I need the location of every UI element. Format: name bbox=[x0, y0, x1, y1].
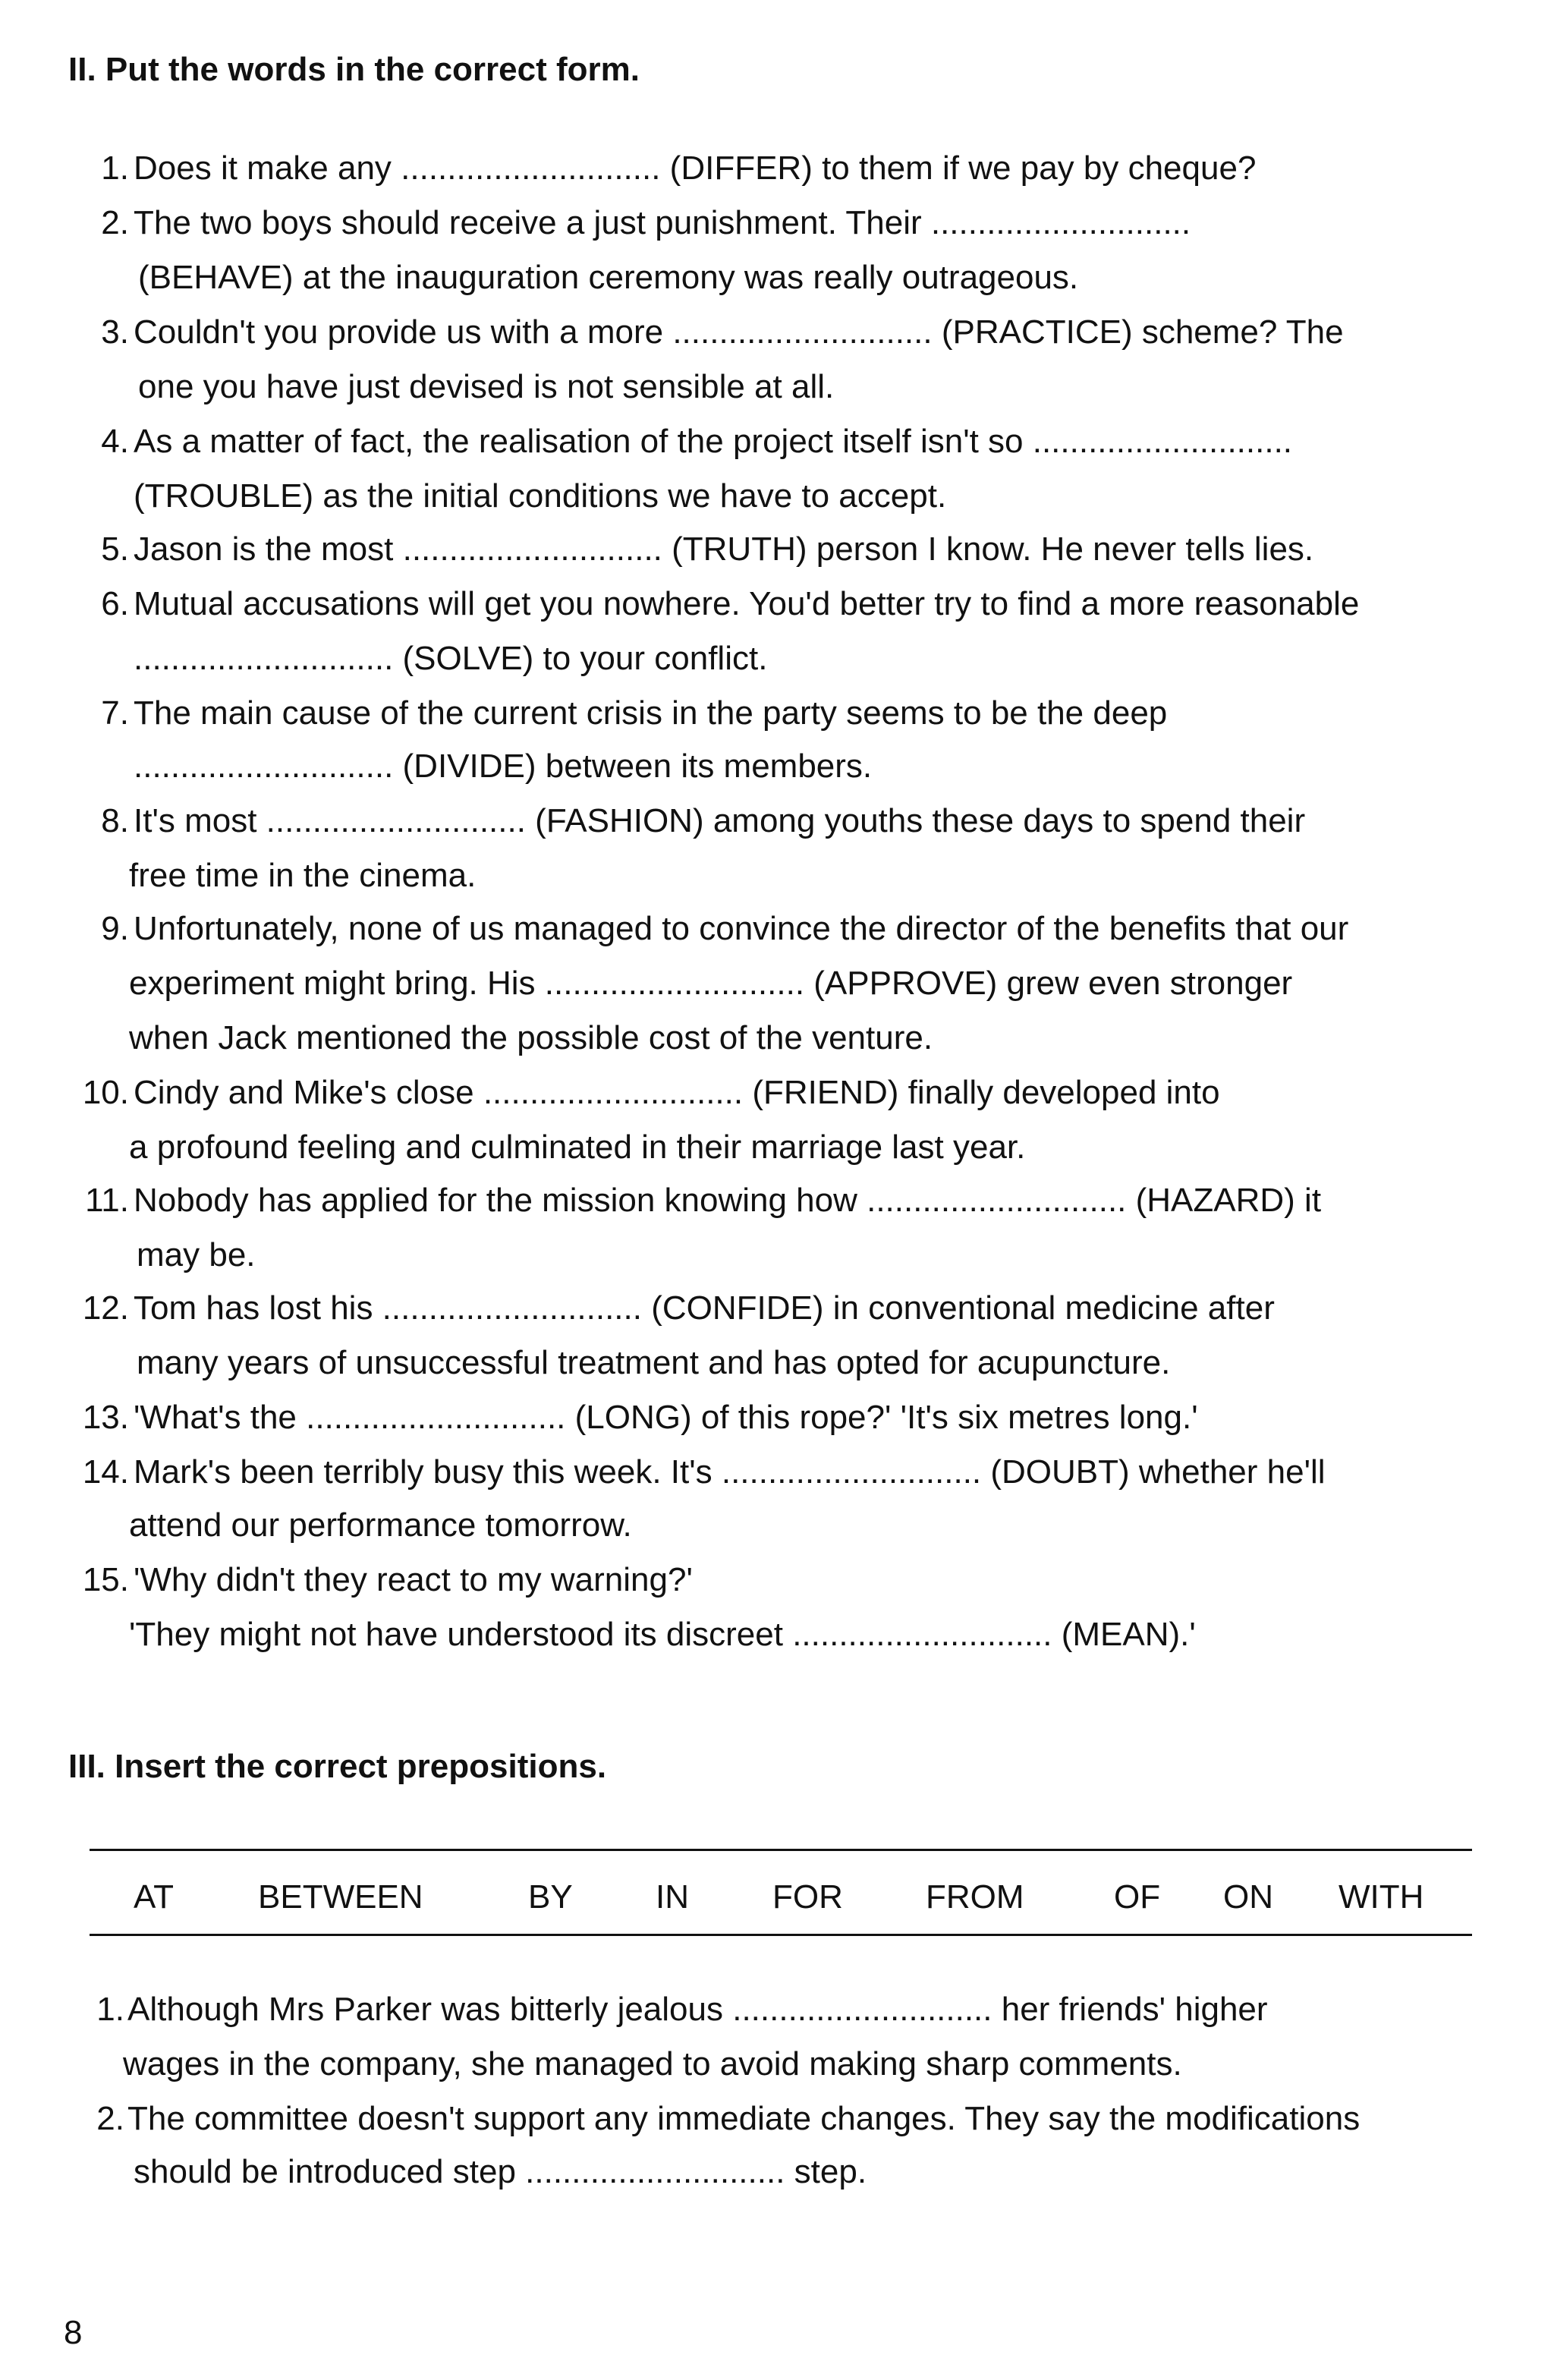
item-number: 3. bbox=[101, 313, 129, 351]
item-line: attend our performance tomorrow. bbox=[129, 1506, 632, 1544]
word-box-top-rule bbox=[90, 1849, 1472, 1851]
item-number: 8. bbox=[101, 802, 129, 839]
item-line: Although Mrs Parker was bitterly jealous ............................ her friends' higher bbox=[127, 1991, 1268, 2028]
item-line: when Jack mentioned the possible cost of the venture. bbox=[129, 1019, 933, 1056]
item-line: The committee doesn't support any immediate changes. They say the modifications bbox=[127, 2100, 1361, 2137]
item-number: 11. bbox=[85, 1182, 129, 1219]
item-number: 14. bbox=[82, 1453, 129, 1491]
word-box-item: WITH bbox=[1339, 1878, 1424, 1916]
item-line: Does it make any ............................ (DIFFER) to them if we pay by cheque? bbox=[134, 150, 1257, 187]
item-number: 12. bbox=[82, 1289, 129, 1327]
item-line: Jason is the most ............................ (TRUTH) person I know. He never tells lies. bbox=[134, 530, 1314, 568]
item-line: As a matter of fact, the realisation of the project itself isn't so ............................ bbox=[134, 423, 1293, 460]
item-line: Cindy and Mike's close ............................ (FRIEND) finally developed into bbox=[134, 1074, 1220, 1111]
item-number: 5. bbox=[101, 530, 129, 568]
item-line: (BEHAVE) at the inauguration ceremony was really outrageous. bbox=[138, 259, 1079, 296]
item-number: 6. bbox=[101, 585, 129, 622]
word-box-item: BETWEEN bbox=[258, 1878, 423, 1916]
item-line: 'They might not have understood its discreet ............................ (MEAN).' bbox=[129, 1616, 1196, 1653]
item-line: The two boys should receive a just punishment. Their ............................ bbox=[134, 204, 1191, 241]
item-line: experiment might bring. His ............................ (APPROVE) grew even stronger bbox=[129, 965, 1293, 1002]
item-line: one you have just devised is not sensible at all. bbox=[138, 368, 835, 405]
item-number: 13. bbox=[82, 1399, 129, 1436]
item-line: Nobody has applied for the mission knowing how ............................ (HAZARD) it bbox=[134, 1182, 1322, 1219]
word-box-item: IN bbox=[656, 1878, 689, 1916]
word-box-item: FROM bbox=[926, 1878, 1024, 1916]
section-2-heading: II. Put the words in the correct form. bbox=[68, 51, 640, 88]
word-box-item: ON bbox=[1223, 1878, 1273, 1916]
item-number: 4. bbox=[101, 423, 129, 460]
item-line: (TROUBLE) as the initial conditions we have to accept. bbox=[134, 477, 947, 515]
item-line: many years of unsuccessful treatment and has opted for acupuncture. bbox=[137, 1344, 1171, 1381]
item-line: should be introduced step ............................ step. bbox=[134, 2153, 867, 2190]
item-line: a profound feeling and culminated in their marriage last year. bbox=[129, 1129, 1026, 1166]
item-line: may be. bbox=[137, 1236, 256, 1273]
item-number: 2. bbox=[96, 2100, 124, 2137]
item-number: 1. bbox=[101, 150, 129, 187]
word-box-item: BY bbox=[528, 1878, 573, 1916]
item-number: 15. bbox=[82, 1561, 129, 1598]
word-box-bottom-rule bbox=[90, 1934, 1472, 1936]
section-3-heading: III. Insert the correct prepositions. bbox=[68, 1748, 607, 1785]
item-number: 1. bbox=[96, 1991, 124, 2028]
item-number: 10. bbox=[82, 1074, 129, 1111]
item-line: 'Why didn't they react to my warning?' bbox=[134, 1561, 693, 1598]
word-box-item: AT bbox=[134, 1878, 174, 1916]
item-line: Mutual accusations will get you nowhere. You'd better try to find a more reasonable bbox=[134, 585, 1360, 622]
item-line: It's most ............................ (FASHION) among youths these days to spend their bbox=[134, 802, 1306, 839]
item-number: 7. bbox=[101, 694, 129, 732]
item-line: Mark's been terribly busy this week. It's ............................ (DOUBT) whether he'll bbox=[134, 1453, 1326, 1491]
item-number: 9. bbox=[101, 910, 129, 947]
word-box-item: FOR bbox=[772, 1878, 843, 1916]
item-line: 'What's the ............................ (LONG) of this rope?' 'It's six metres long.' bbox=[134, 1399, 1198, 1436]
item-line: free time in the cinema. bbox=[129, 857, 477, 894]
item-line: ............................ (SOLVE) to your conflict. bbox=[134, 640, 768, 677]
page-number: 8 bbox=[64, 2314, 83, 2351]
item-line: Unfortunately, none of us managed to convince the director of the benefits that our bbox=[134, 910, 1349, 947]
item-line: Tom has lost his ............................ (CONFIDE) in conventional medicine after bbox=[134, 1289, 1275, 1327]
item-line: Couldn't you provide us with a more ............................ (PRACTICE) scheme? The bbox=[134, 313, 1344, 351]
word-box-item: OF bbox=[1114, 1878, 1161, 1916]
item-number: 2. bbox=[101, 204, 129, 241]
item-line: The main cause of the current crisis in the party seems to be the deep bbox=[134, 694, 1168, 732]
item-line: ............................ (DIVIDE) between its members. bbox=[134, 748, 873, 785]
item-line: wages in the company, she managed to avoid making sharp comments. bbox=[123, 2045, 1182, 2082]
